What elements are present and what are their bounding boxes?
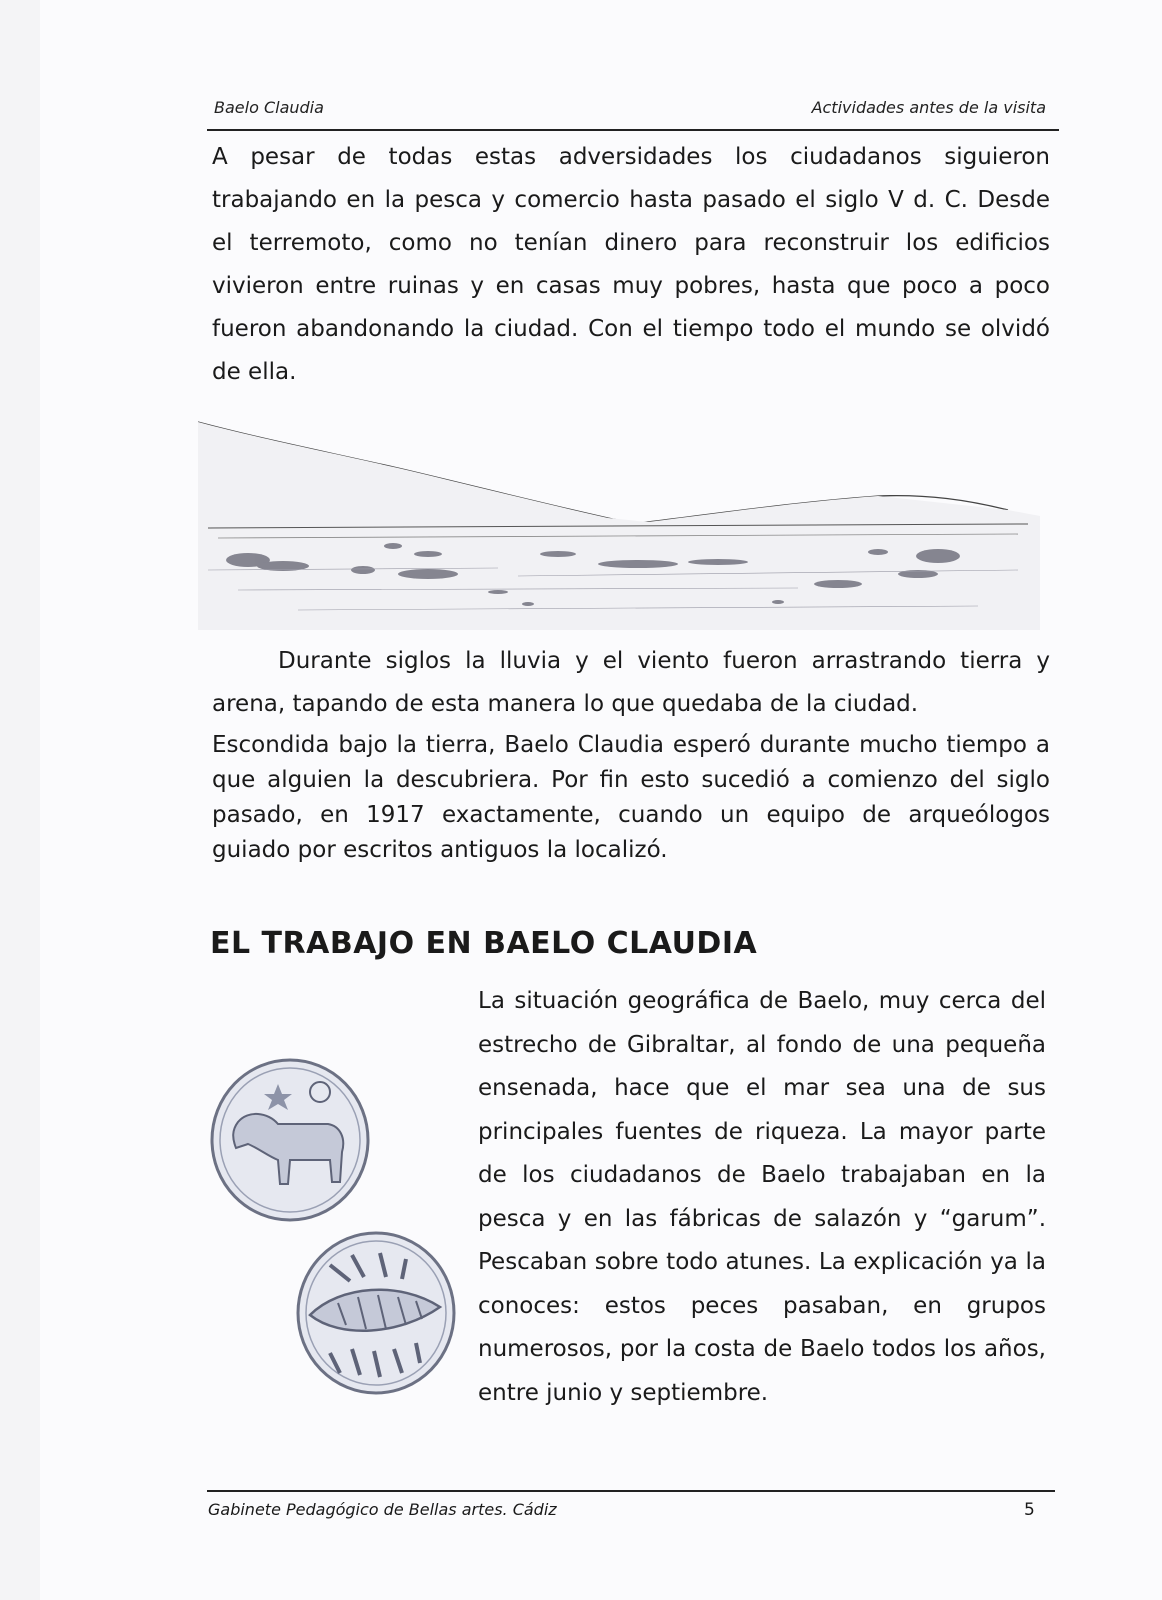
section-heading: EL TRABAJO EN BAELO CLAUDIA <box>210 926 758 961</box>
footer-rule <box>207 1490 1055 1492</box>
bull-coin-illustration <box>208 1052 378 1232</box>
running-header-section: Actividades antes de la visita <box>811 98 1046 117</box>
paragraph-discovery: Escondida bajo la tierra, Baelo Claudia esperó durante mucho tiempo a que alguien la descubriera. Por fin esto sucedió a comienzo del siglo pasado, en 1917 exactamente, cuando un equipo de arqueólogos guiado por escritos antiguos la localizó. <box>212 732 1050 863</box>
tuna-coin-baelo-illustration <box>290 1225 460 1400</box>
page-number: 5 <box>1024 1500 1035 1520</box>
ruins-landscape-sketch <box>198 420 1040 630</box>
header-rule <box>207 129 1059 131</box>
running-header-title: Baelo Claudia <box>214 98 324 117</box>
paragraph-geography: La situación geográfica de Baelo, muy cerca del estrecho de Gibraltar, al fondo de una pequeña ensenada, hace que el mar sea una de sus principales fuentes de riqueza. La mayor parte de los ciudadanos de Baelo trabajaban en la pesca y en las fábricas de salazón y “garum”. Pescaban sobre todo atunes. La explicación ya la conoces: estos peces pasaban, en grupos numerosos, por la costa de Baelo todos los años, entre junio y septiembre. <box>478 988 1046 1406</box>
paragraph-buried: Durante siglos la lluvia y el viento fueron arrastrando tierra y arena, tapando de esta manera lo que quedaba de la ciudad. <box>212 648 1050 717</box>
footer-publisher: Gabinete Pedagógico de Bellas artes. Cádiz <box>208 1500 557 1519</box>
paragraph-decline: A pesar de todas estas adversidades los ciudadanos siguieron trabajando en la pesca y comercio hasta pasado el siglo V d. C. Desde el terremoto, como no tenían dinero para reconstruir los edificios vivieron entre ruinas y en casas muy pobres, hasta que poco a poco fueron abandonando la ciudad. Con el tiempo todo el mundo se olvidó de ella. <box>212 144 1050 385</box>
